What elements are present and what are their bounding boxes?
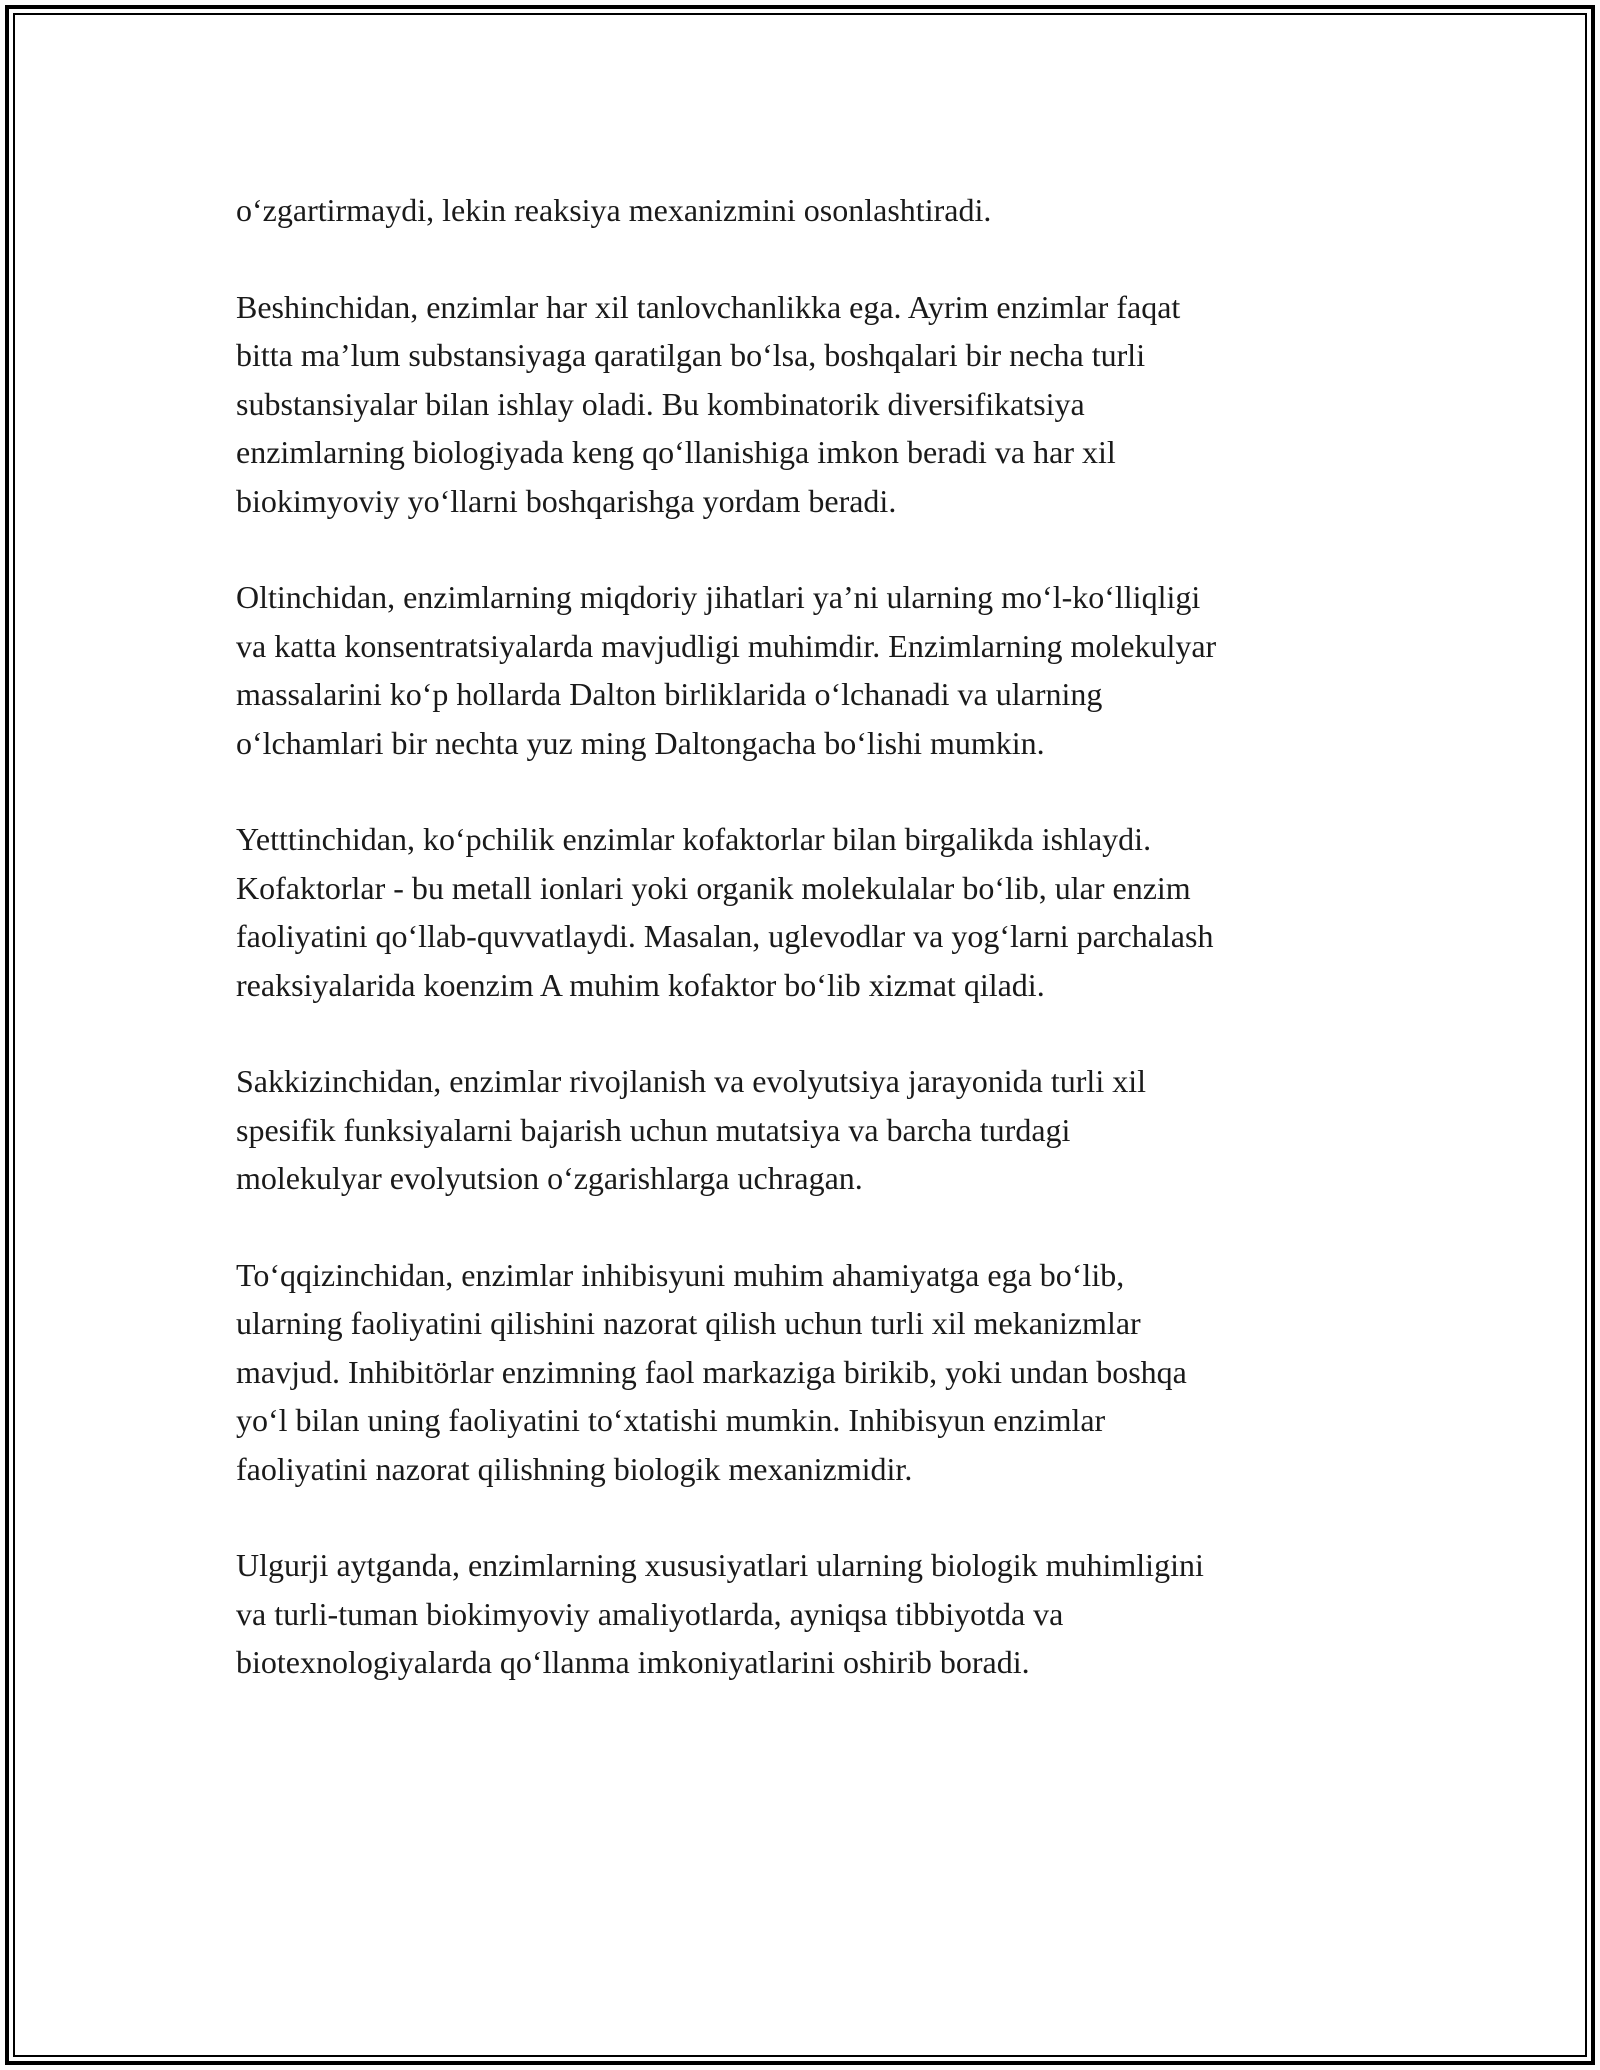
text-line: To‘qqizinchidan, enzimlar inhibisyuni muhim ahamiyatga ega bo‘lib, <box>236 1256 1125 1293</box>
text-line: substansiyalar bilan ishlay oladi. Bu kombinatorik diversifikatsiya <box>236 385 1085 422</box>
paragraph-continuation <box>236 186 1386 235</box>
paragraph-seventh <box>236 815 1386 1009</box>
text-line: ularning faoliyatini qilishini nazorat qilish uchun turli xil mekanizmlar <box>236 1305 1141 1341</box>
text-line: Sakkizinchidan, enzimlar rivojlanish va evolyutsiya jarayonida turli xil <box>236 1063 1146 1099</box>
text-line: Beshinchidan, enzimlar har xil tanlovchanlikka ega. Ayrim enzimlar faqat <box>236 288 1181 325</box>
document-body <box>236 186 1386 1735</box>
text-line: spesifik funksiyalarni bajarish uchun mutatsiya va barcha turdagi <box>236 1111 1071 1148</box>
text-line: va katta konsentratsiyalarda mavjudligi muhimdir. Enzimlarning molekulyar <box>236 627 1217 664</box>
text-line: biokimyoviy yo‘llarni boshqarishga yordam beradi. <box>236 482 897 519</box>
text-line: o‘lchamlari bir nechta yuz ming Daltongacha bo‘lishi mumkin. <box>236 724 1045 761</box>
text-line: Kofaktorlar - bu metall ionlari yoki organik molekulalar bo‘lib, ular enzim <box>236 869 1191 906</box>
text-line: va turli-tuman biokimyoviy amaliyotlarda, ayniqsa tibbiyotda va <box>236 1595 1064 1632</box>
paragraph-fifth <box>236 283 1386 526</box>
text-line: enzimlarning biologiyada keng qo‘llanishiga imkon beradi va har xil <box>236 434 1116 470</box>
paragraph-ninth <box>236 1251 1386 1494</box>
text-line: Yetttinchidan, ko‘pchilik enzimlar kofaktorlar bilan birgalikda ishlaydi. <box>236 821 1152 857</box>
text-line: biotexnologiyalarda qo‘llanma imkoniyatlarini oshirib boradi. <box>236 1644 1030 1680</box>
text-line: molekulyar evolyutsion o‘zgarishlarga uchragan. <box>236 1160 863 1196</box>
paragraph-eighth <box>236 1057 1386 1203</box>
text-line: faoliyatini nazorat qilishning biologik mexanizmidir. <box>236 1450 913 1487</box>
text-line: massalarini ko‘p hollarda Dalton birliklarida o‘lchanadi va ularning <box>236 676 1103 712</box>
text-line: o‘zgartirmaydi, lekin reaksiya mexanizmini osonlashtiradi. <box>236 192 992 228</box>
paragraph-conclusion <box>236 1541 1386 1687</box>
text-line: yo‘l bilan uning faoliyatini to‘xtatishi mumkin. Inhibisyun enzimlar <box>236 1402 1106 1438</box>
text-line: reaksiyalarida koenzim A muhim kofaktor bo‘lib xizmat qiladi. <box>236 966 1045 1003</box>
text-line: mavjud. Inhibitörlar enzimning faol markaziga birikib, yoki undan boshqa <box>236 1353 1187 1390</box>
text-line: bitta ma’lum substansiyaga qaratilgan bo‘lsa, boshqalari bir necha turli <box>236 337 1146 373</box>
text-line: Ulgurji aytganda, enzimlarning xususiyatlari ularning biologik muhimligini <box>236 1547 1204 1583</box>
text-line: Oltinchidan, enzimlarning miqdoriy jihatlari ya’ni ularning mo‘l-ko‘lliqligi <box>236 579 1201 615</box>
paragraph-sixth <box>236 573 1386 767</box>
text-line: faoliyatini qo‘llab-quvvatlaydi. Masalan, uglevodlar va yog‘larni parchalash <box>236 918 1214 954</box>
